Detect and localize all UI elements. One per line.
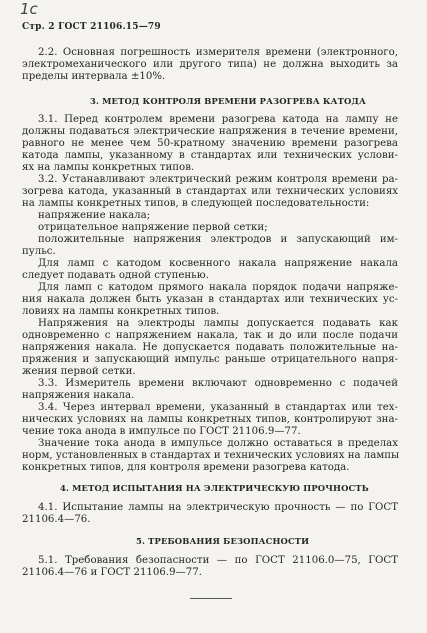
text-line: 3.3. Измеритель времени включают одновременно с подачей <box>38 378 398 389</box>
text-line: 21106.4—76. <box>22 514 91 525</box>
text-line: ловиях на лампы конкретных типов. <box>22 306 220 317</box>
text-line: Значение тока анода в импульсе должно оставаться в пределах <box>38 438 398 449</box>
section-heading: 5. ТРЕБОВАНИЯ БЕЗОПАСНОСТИ <box>136 536 310 546</box>
text-line: отрицательное напряжение первой сетки; <box>38 222 268 233</box>
text-line: 5.1. Требования безопасности — по ГОСТ 21106.0—75, ГОСТ <box>38 555 398 566</box>
text-line: одновременно с напряжением накала, так и до или после подачи <box>22 330 398 341</box>
text-line: напряжения накала. Не допускается подавать положительные на- <box>22 342 398 353</box>
text-line: 3.1. Перед контролем времени разогрева катода на лампу не <box>38 114 398 125</box>
text-line: положительные напряжения электродов и запускающий им- <box>38 234 398 245</box>
text-line: равного не менее чем 50-кратному значению времени разогрева <box>22 138 398 149</box>
section-heading: 3. МЕТОД КОНТРОЛЯ ВРЕМЕНИ РАЗОГРЕВА КАТОДА <box>90 96 366 106</box>
text-line: 2.2. Основная погрешность измерителя времени (электронного, <box>38 47 398 58</box>
text-line: Для ламп с катодом прямого накала порядок подачи напряже- <box>38 282 398 293</box>
text-line: пульс. <box>22 246 56 257</box>
text-line: электромеханического или другого типа) не должна выходить за <box>22 59 398 70</box>
handwritten-page-mark: 1с <box>20 0 38 18</box>
end-rule <box>190 598 232 599</box>
text-line: должны подаваться электрические напряжения в течение времени, <box>22 126 398 137</box>
text-line: напряжения накала. <box>22 390 135 401</box>
text-line: 4.1. Испытание лампы на электрическую прочность — по ГОСТ <box>38 502 398 513</box>
text-line: пределы интервала ±10%. <box>22 71 166 82</box>
text-line: ях на лампы конкретных типов. <box>22 162 195 173</box>
text-line: зогрева катода, указанный в стандартах или технических условиях <box>22 186 398 197</box>
text-line: 3.4. Через интервал времени, указанный в стандартах или тех- <box>38 402 398 413</box>
text-line: жения первой сетки. <box>22 366 136 377</box>
text-line: Напряжения на электроды лампы допускается подавать как <box>38 318 398 329</box>
text-line: нических условиях на лампы конкретных типов, контролируют зна- <box>22 414 398 425</box>
text-line: следует подавать одной ступенью. <box>22 270 209 281</box>
text-line: на лампы конкретных типов, в следующей последовательности: <box>22 198 370 209</box>
text-line: катода лампы, указанному в стандартах или технических услови- <box>22 150 398 161</box>
text-line: чение тока анода в импульсе по ГОСТ 21106.9—77. <box>22 426 301 437</box>
text-line: конкретных типов, для контроля времени разогрева катода. <box>22 462 350 473</box>
text-line: норм, установленных в стандартах и технических условиях на лампы <box>22 450 400 461</box>
text-line: напряжение накала; <box>38 210 151 221</box>
text-line: ния накала должен быть указан в стандартах или технических ус- <box>22 294 398 305</box>
section-heading: 4. МЕТОД ИСПЫТАНИЯ НА ЭЛЕКТРИЧЕСКУЮ ПРОЧНОСТЬ <box>60 483 369 493</box>
text-line: 3.2. Устанавливают электрический режим контроля времени ра- <box>38 174 398 185</box>
page-header: Стр. 2 ГОСТ 21106.15—79 <box>22 22 161 32</box>
text-line: пряжения и запускающий импульс раньше отрицательного напря- <box>22 354 398 365</box>
text-line: 21106.4—76 и ГОСТ 21106.9—77. <box>22 567 202 578</box>
text-line: Для ламп с катодом косвенного накала напряжение накала <box>38 258 398 269</box>
